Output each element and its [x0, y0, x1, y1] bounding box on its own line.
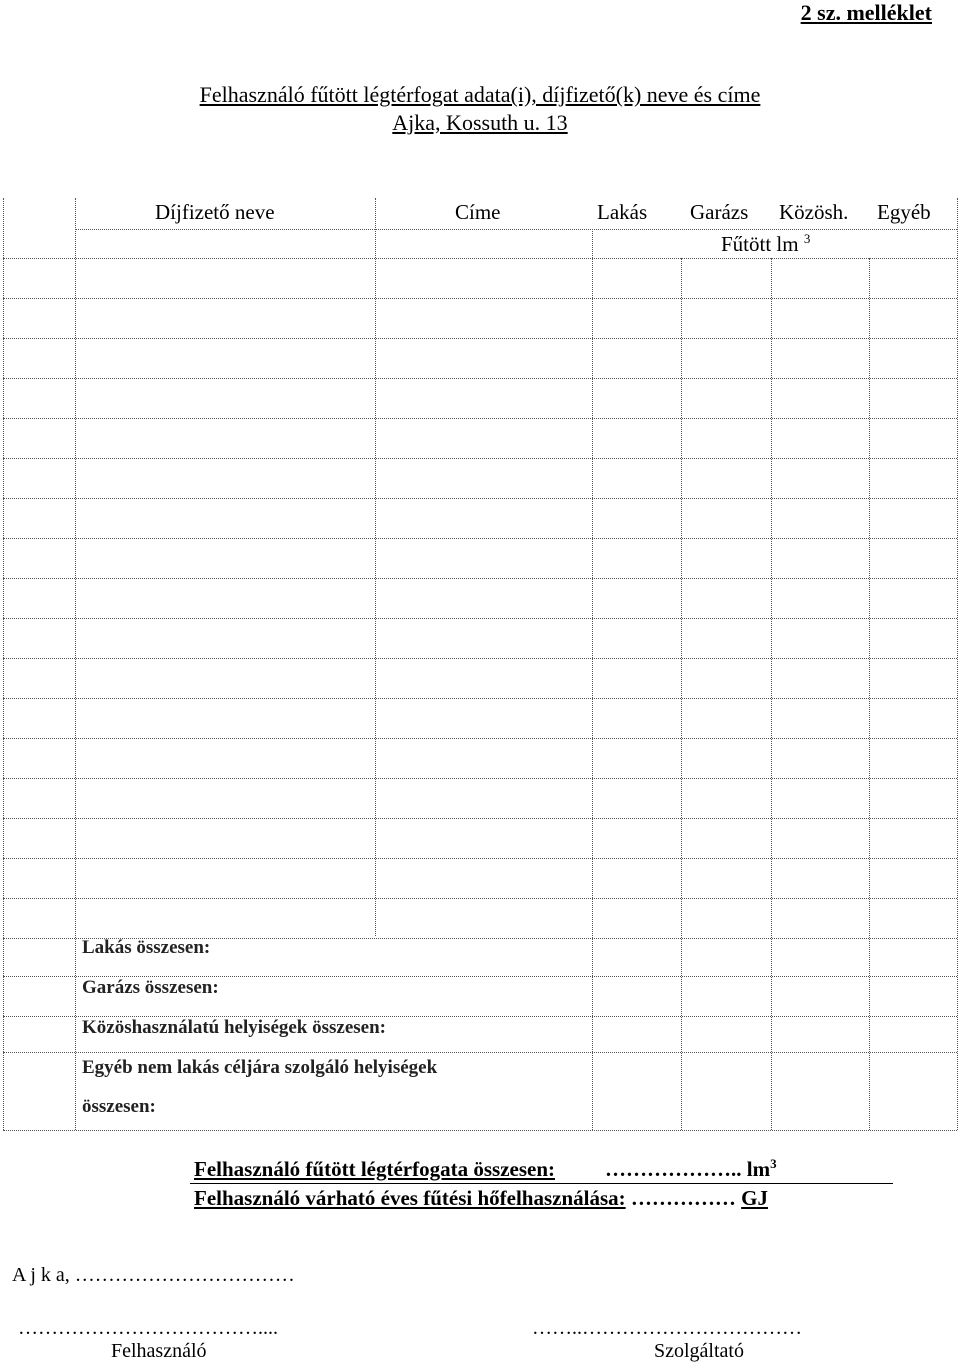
- heated-volume-unit-sup: 3: [803, 231, 811, 246]
- provider-signature-label: Szolgáltató: [654, 1340, 744, 1362]
- grid-line-row: [3, 658, 957, 659]
- summary-other-total-line2: összesen:: [82, 1096, 156, 1117]
- form-address: Ajka, Kossuth u. 13: [392, 110, 568, 135]
- grid-line-summary-row: [3, 1052, 957, 1053]
- user-signature-dots: ………………………………....: [18, 1317, 278, 1339]
- grid-line-row: [3, 858, 957, 859]
- col-header-common: Közösh.: [779, 200, 849, 224]
- user-signature-label: Felhasználó: [111, 1340, 207, 1362]
- grid-line-row: [3, 738, 957, 739]
- total-heated-volume-unit: lm: [746, 1157, 771, 1181]
- grid-line-row: [3, 338, 957, 339]
- place-date-line: A j k a, ……………………………: [12, 1264, 295, 1286]
- annual-heat-usage-label: Felhasználó várható éves fűtési hőfelhasználása:: [194, 1186, 626, 1210]
- annual-heat-usage-dots: ……………: [625, 1186, 742, 1210]
- grid-line-col-apartment: [592, 229, 593, 1130]
- grid-line-col-address: [375, 198, 376, 936]
- col-header-address: Címe: [455, 200, 501, 224]
- grid-line-header-bottom: [3, 258, 957, 259]
- form-title: Felhasználó fűtött légtérfogat adata(i), díjfizető(k) neve és címe: [199, 82, 761, 107]
- total-heated-volume-dots: ………………..: [605, 1157, 747, 1181]
- grid-line-row: [3, 618, 957, 619]
- grid-line-col-common: [771, 258, 772, 1130]
- total-heated-volume-line: [194, 1156, 777, 1182]
- summary-garage-total: Garázs összesen:: [82, 977, 219, 998]
- grid-line-col-garage: [681, 258, 682, 1130]
- summary-apartment-total: Lakás összesen:: [82, 937, 211, 958]
- annual-heat-usage-line: [194, 1186, 768, 1211]
- heated-volume-label: Fűtött lm: [721, 232, 799, 256]
- grid-line-row: [3, 498, 957, 499]
- grid-line-row: [3, 298, 957, 299]
- annual-heat-usage-unit: GJ: [741, 1186, 768, 1210]
- grid-line-row: [3, 538, 957, 539]
- grid-line-row: [3, 458, 957, 459]
- col-header-payer-name: Díjfizető neve: [155, 200, 275, 224]
- col-header-other: Egyéb: [877, 200, 931, 224]
- total-heated-volume-label: Felhasználó fűtött légtérfogata összesen:: [194, 1157, 555, 1181]
- col-subheader-heated-volume: [721, 231, 810, 257]
- grid-line-header-sub: [75, 229, 957, 230]
- total-heated-volume-unit-sup: 3: [770, 1156, 777, 1171]
- grid-line-row: [3, 578, 957, 579]
- col-header-garage: Garázs: [690, 200, 749, 224]
- totals-separator-line: [190, 1183, 893, 1184]
- provider-signature-dots: ……..……………………………: [532, 1317, 802, 1339]
- grid-line-right: [957, 198, 958, 1130]
- summary-other-total-line1: Egyéb nem lakás céljára szolgáló helyiségek: [82, 1057, 438, 1078]
- grid-line-row: [3, 378, 957, 379]
- grid-line-row: [3, 898, 957, 899]
- grid-line-row: [3, 698, 957, 699]
- grid-line-row: [3, 818, 957, 819]
- grid-line-row: [3, 418, 957, 419]
- grid-line-row: [3, 778, 957, 779]
- col-header-apartment: Lakás: [597, 200, 648, 224]
- grid-line-table-bottom: [3, 1130, 957, 1131]
- summary-common-total: Közöshasználatú helyiségek összesen:: [82, 1017, 386, 1038]
- grid-line-col-other: [869, 258, 870, 1130]
- attachment-label: 2 sz. melléklet: [800, 0, 932, 25]
